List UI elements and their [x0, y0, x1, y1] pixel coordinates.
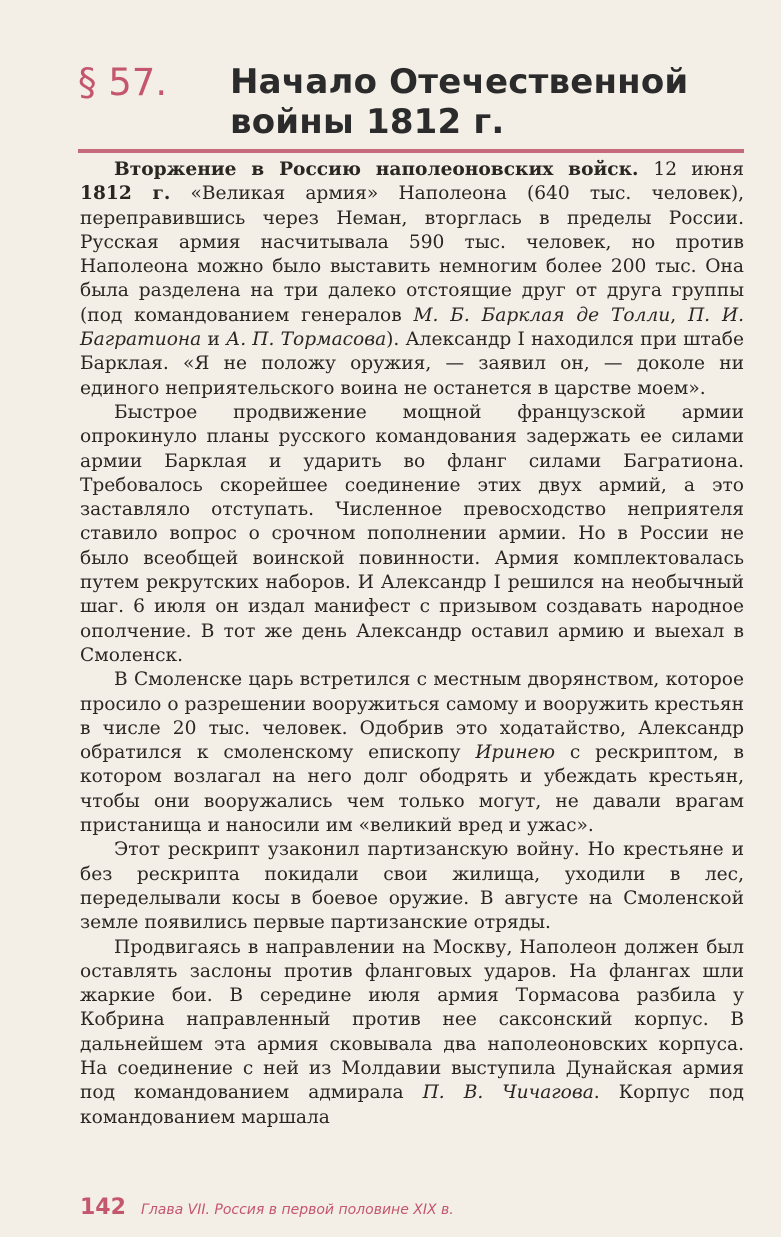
body-text [80, 158, 744, 1130]
text-run: Этот рескрипт узаконил партизанскую войну. Но крестьяне и без рескрипта покидали свои жилища, уходили в лес, переделывали косы в боевое оружие. В августе на Смоленской земле появились первые партизанские отряды. [80, 839, 744, 934]
page-footer [80, 1195, 744, 1223]
section-title: Начало Отечественной войны 1812 г. [230, 62, 689, 142]
bold-run: 1812 г. [80, 183, 171, 205]
text-run: и [201, 329, 227, 351]
italic-name: М. Б. Барклая де Толли [413, 304, 671, 326]
text-run: . Корпус под командованием маршала [80, 1082, 744, 1128]
text-run: «Великая армия» Наполеона (640 тыс. человек), переправившись через Неман, вторглась в пределы России. Русская армия насчитывала 590 тыс. человек, но против Наполеона можно было выставить немногим более 200 тыс. Она была разделена на три далеко отстоящие друг от друга группы (под командованием генералов [80, 183, 745, 326]
italic-name: П. И. Багратиона [80, 304, 744, 351]
paragraph-partisans [80, 838, 744, 935]
running-head: Глава VII. Россия в первой половине XIX в. [141, 1202, 454, 1218]
italic-name: А. П. Тормасова [226, 329, 387, 351]
text-run: , [670, 304, 688, 326]
text-run: В Смоленске царь встретился с местным дворянством, которое просило о разрешении вооружиться самому и вооружить крестьян в числе 20 тыс. человек. Одобрив это ходатайство, Александр обратился к смоленскому епископу [80, 669, 744, 764]
text-run: ). Александр I находился при штабе Барклая. «Я не положу оружия, — заявил он, — доколе ни единого неприятельского воина не останется в царстве моем». [80, 329, 744, 399]
italic-name: Иринею [475, 742, 556, 764]
section-header [78, 62, 758, 142]
page-number: 142 [80, 1195, 126, 1220]
paragraph-advance [80, 401, 744, 668]
paragraph-smolensk [80, 668, 744, 838]
section-number: § 57. [78, 61, 168, 104]
header-divider [78, 149, 744, 153]
italic-name: П. В. Чичагова [422, 1082, 594, 1104]
paragraph-invasion [80, 158, 744, 401]
text-run: Быстрое продвижение мощной французской армии опрокинуло планы русского командования задержать ее силами армии Барклая и ударить во фланг силами Багратиона. Требовалось скорейшее соединение этих двух армий, а это заставляло отступать. Численное превосходство неприятеля ставило вопрос о срочном пополнении армии. Но в России не было всеобщей воинской повинности. Армия комплектовалась путем рекрутских наборов. И Александр I решился на необычный шаг. 6 июля он издал манифест с призывом создавать народное ополчение. В тот же день Александр оставил армию и выехал в Смоленск. [80, 401, 744, 666]
text-run: с рескриптом, в котором возлагал на него долг ободрять и убеждать крестьян, чтобы они вооружались чем только могут, не давали врагам пристанища и наносили им «великий вред и ужас». [80, 742, 744, 837]
bold-run: Вторжение в Россию наполеоновских войск. [114, 159, 654, 180]
text-run: Продвигаясь в направлении на Москву, Наполеон должен был оставлять заслоны против фланговых ударов. На флангах шли жаркие бои. В середине июля армия Тормасова разбила у Кобрина направленный против нее саксонский корпус. В дальнейшем эта армия сковывала два наполеоновских корпуса. На соединение с ней из Молдавии выступила Дунайская армия под командованием адмирала [80, 936, 744, 1104]
paragraph-flanks [80, 936, 744, 1130]
text-run: 12 июня [653, 159, 744, 180]
